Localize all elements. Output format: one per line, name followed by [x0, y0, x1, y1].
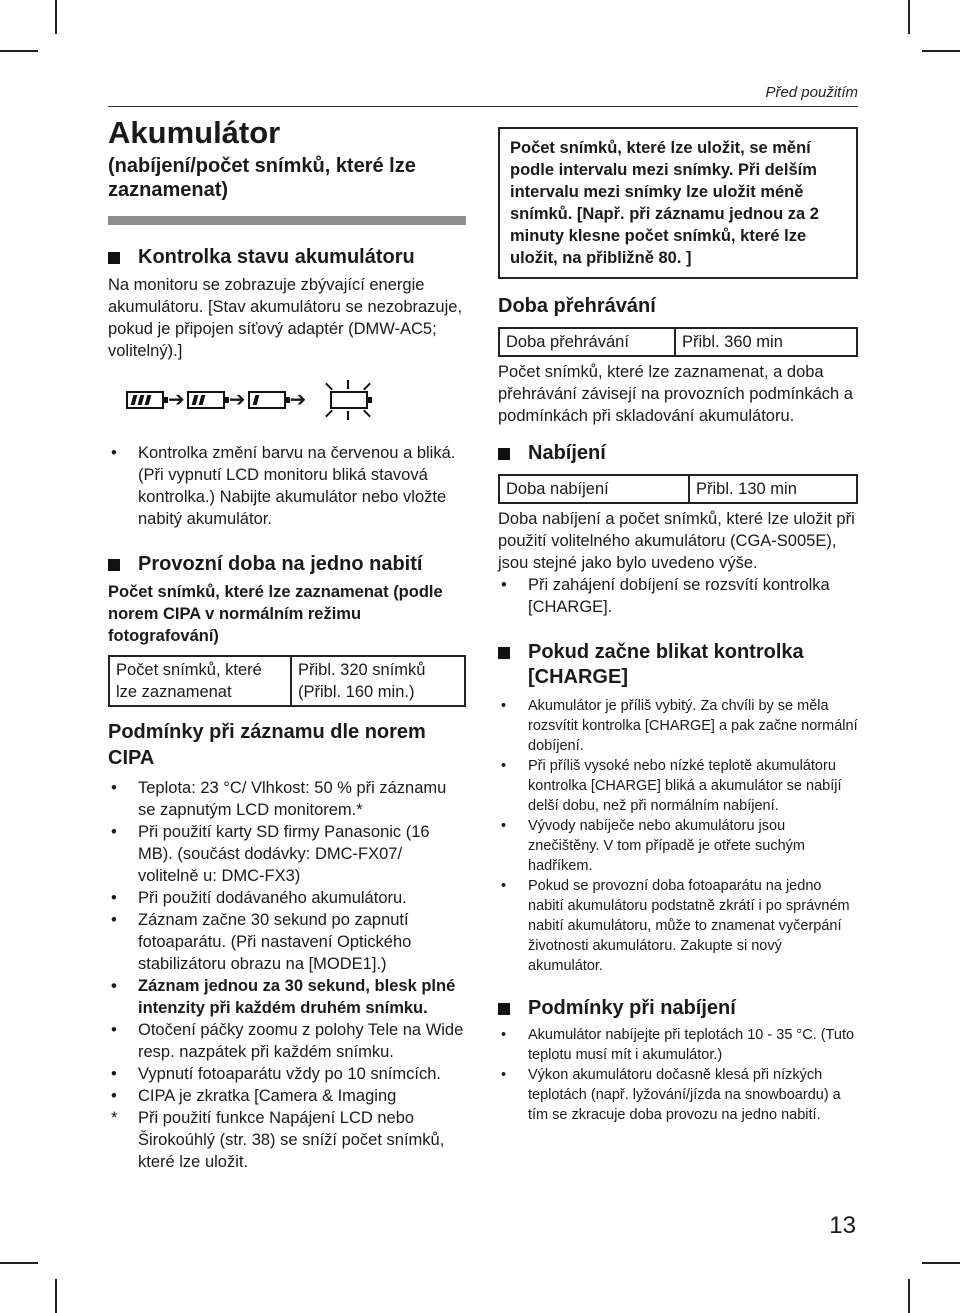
square-bullet-icon: [498, 448, 510, 460]
cipa-conditions-heading: Podmínky při záznamu dle norem CIPA: [108, 721, 426, 769]
list-item: • Teplota: 23 °C/ Vlhkost: 50 % při záznamu se zapnutým LCD monitorem.*: [108, 777, 466, 821]
charging-bullets: [498, 574, 858, 618]
square-bullet-icon: [498, 1003, 510, 1015]
battery-2-bars-icon: [187, 391, 225, 409]
arrow-right-icon: ➔: [228, 389, 246, 411]
list-item: • Vývody nabíječe nebo akumulátoru jsou znečištěny. V tom případě je otřete suchým hadříkem.: [498, 816, 858, 876]
list-item: • CIPA je zkratka [Camera & Imaging: [108, 1085, 466, 1107]
crop-mark: [0, 1262, 38, 1264]
crop-mark: [922, 1262, 960, 1264]
page-number: 13: [829, 1212, 856, 1239]
header-section-label: Před použitím: [765, 84, 858, 101]
list-item: • Akumulátor je příliš vybitý. Za chvíli by se měla rozsvítit kontrolka [CHARGE] a pak začne normální dobíjení.: [498, 696, 858, 756]
right-column: [498, 127, 858, 1125]
header-rule: [108, 106, 858, 107]
section-heading-text: Podmínky při nabíjení: [528, 997, 736, 1019]
section-heading-operating-time: [108, 552, 466, 577]
title-underline-bar: [108, 216, 466, 225]
list-item: • Při použití dodávaného akumulátoru.: [108, 887, 466, 909]
charge-conditions-bullets: [498, 1025, 858, 1125]
section-heading-blinking: [498, 640, 858, 690]
battery-1-bar-icon: [248, 391, 286, 409]
section-heading-charging: [498, 441, 858, 466]
charging-note: Doba nabíjení a počet snímků, které lze uložit při použití volitelného akumulátoru (CGA-S005E), jsou stejné jako bylo uvedeno výše.: [498, 510, 855, 572]
arrow-right-icon: ➔: [289, 389, 307, 411]
table-cell-label: Doba nabíjení: [499, 475, 689, 503]
list-item: • Záznam začne 30 sekund po zapnutí fotoaparátu. (Při nastavení Optického stabilizátoru obrazu na [MODE1].): [108, 909, 466, 975]
battery-indicator-intro: Na monitoru se zobrazuje zbývající energie akumulátoru. [Stav akumulátoru se nezobrazuje, pokud je připojen síťový adaptér (DMW-AC5; volitelný).]: [108, 276, 463, 360]
list-item: • Záznam jednou za 30 sekund, blesk plné intenzity při každém druhém snímku.: [108, 975, 466, 1019]
list-item: • Při použití karty SD firmy Panasonic (16 MB). (součást dodávky: DMC-FX07/ volitelně u: DMC-FX3): [108, 821, 466, 887]
crop-mark: [908, 0, 910, 34]
table-cell-label: Doba přehrávání: [499, 328, 675, 356]
page-subtitle: (nabíjení/počet snímků, které lze zaznamenat): [108, 155, 416, 201]
arrow-right-icon: ➔: [168, 389, 185, 411]
crop-mark: [55, 0, 57, 34]
value-line: (Přibl. 160 min.): [298, 683, 415, 701]
playback-table: [498, 327, 858, 357]
section-heading-text: Provozní doba na jedno nabití: [138, 553, 423, 575]
battery-indicator-bullets: [108, 442, 466, 530]
operating-time-table: [108, 655, 466, 707]
table-cell-label: Počet snímků, které lze zaznamenat: [109, 656, 291, 706]
section-heading-battery-indicator: [108, 245, 466, 270]
cipa-conditions-list: [108, 777, 466, 1173]
battery-3-bars-icon: [126, 391, 164, 409]
section-heading-text: Pokud začne blikat kontrolka [CHARGE]: [528, 641, 804, 688]
list-item: • Kontrolka změní barvu na červenou a bliká. (Při vypnutí LCD monitoru bliká stavová kontrolka.) Nabijte akumulátor nebo vložte nabitý akumulátor.: [108, 442, 466, 530]
interval-note-box: Počet snímků, které lze uložit, se mění podle intervalu mezi snímky. Při delším intervalu mezi snímky lze uložit méně snímků. [Např. při záznamu jednou za 2 minuty klesne počet snímků, které lze uložit, na přibližně 80. ]: [498, 127, 858, 279]
battery-indicator-sequence: [126, 380, 466, 420]
operating-time-intro: Počet snímků, které lze zaznamenat (podle norem CIPA v normálním režimu fotografování): [108, 583, 443, 645]
blinking-bullets: [498, 696, 858, 976]
section-heading-charge-conditions: [498, 996, 858, 1021]
list-item: • Akumulátor nabíjejte při teplotách 10 - 35 °C. (Tuto teplotu musí mít i akumulátor.): [498, 1025, 858, 1065]
square-bullet-icon: [498, 647, 510, 659]
section-heading-text: Nabíjení: [528, 442, 606, 464]
square-bullet-icon: [108, 252, 120, 264]
playback-heading: Doba přehrávání: [498, 295, 656, 317]
list-item: * Při použití funkce Napájení LCD nebo Širokoúhlý (str. 38) se sníží počet snímků, které lze uložit.: [108, 1107, 466, 1173]
square-bullet-icon: [108, 559, 120, 571]
crop-mark: [908, 1279, 910, 1313]
value-line: Přibl. 320 snímků: [298, 661, 426, 679]
playback-note: Počet snímků, které lze zaznamenat, a doba přehrávání závisejí na provozních podmínkách a podmínkách při skladování akumulátoru.: [498, 363, 853, 425]
list-item: • Otočení páčky zoomu z polohy Tele na Wide resp. nazpátek při každém snímku.: [108, 1019, 466, 1063]
charging-table: [498, 474, 858, 504]
battery-empty-blinking-icon: [318, 380, 378, 420]
list-item: • Při příliš vysoké nebo nízké teplotě akumulátoru kontrolka [CHARGE] bliká a akumulátor se nabíjí delší dobu, než při normálním nabíjení.: [498, 756, 858, 816]
section-heading-text: Kontrolka stavu akumulátoru: [138, 246, 415, 268]
table-cell-value: Přibl. 360 min: [675, 328, 857, 356]
left-column: [108, 114, 466, 1173]
table-cell-value: [291, 656, 465, 706]
list-item: • Při zahájení dobíjení se rozsvítí kontrolka [CHARGE].: [498, 574, 858, 618]
list-item: • Vypnutí fotoaparátu vždy po 10 snímcích.: [108, 1063, 466, 1085]
list-item: • Pokud se provozní doba fotoaparátu na jedno nabití akumulátoru podstatně zkrátí i po správném nabití akumulátoru, může to znamenat vyčerpání životnosti akumulátoru. Zakupte si nový akumulátor.: [498, 876, 858, 976]
list-item: • Výkon akumulátoru dočasně klesá při nízkých teplotách (např. lyžování/jízda na snowboardu) a tím se zkracuje doba provozu na jedno nabití.: [498, 1065, 858, 1125]
crop-mark: [922, 50, 960, 52]
crop-mark: [55, 1279, 57, 1313]
table-cell-value: Přibl. 130 min: [689, 475, 857, 503]
page-title: Akumulátor: [108, 115, 281, 150]
crop-mark: [0, 50, 38, 52]
